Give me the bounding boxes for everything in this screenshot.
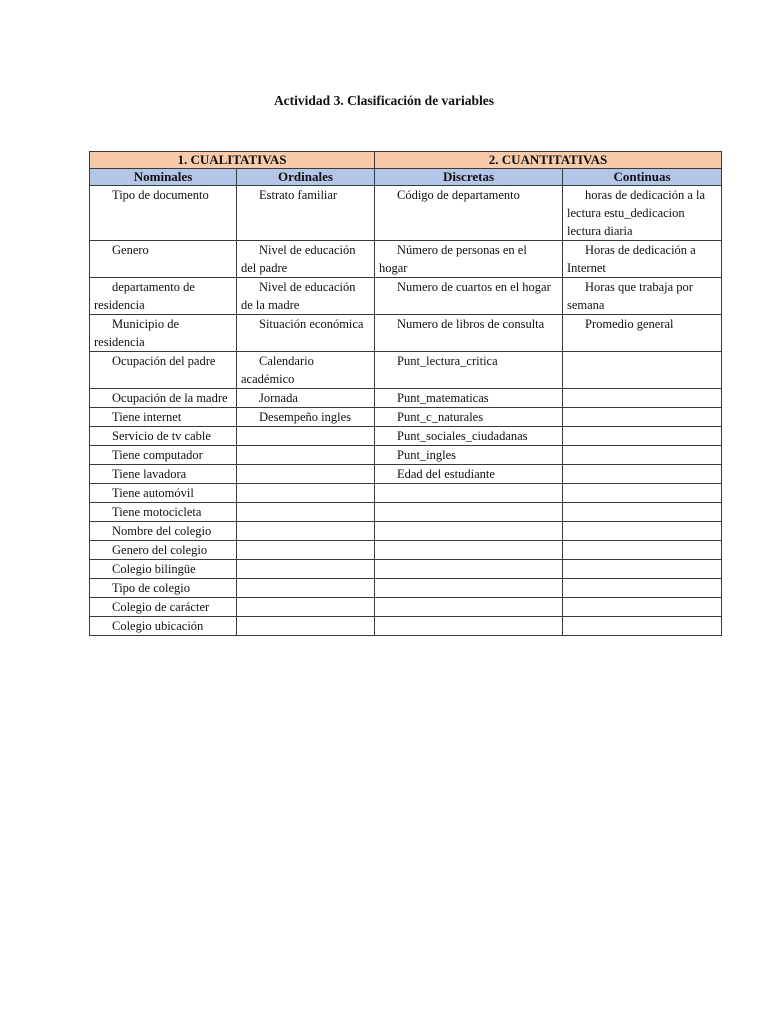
table-row [90, 598, 722, 617]
cell-text: Servicio de tv cable [112, 429, 211, 443]
nominal-cell [90, 315, 237, 352]
cell-text: Tiene lavadora [112, 467, 187, 481]
continuous-cell [563, 541, 722, 560]
cell-text: Nivel de educación del padre [241, 243, 356, 275]
ordinal-cell [237, 427, 375, 446]
discrete-cell [375, 617, 563, 636]
page-title: Actividad 3. Clasificación de variables [273, 93, 495, 108]
discrete-cell [375, 541, 563, 560]
cell-text: Horas de dedicación a Internet [567, 243, 696, 275]
discrete-cell [375, 408, 563, 427]
table-row [90, 579, 722, 598]
table-row [90, 522, 722, 541]
discrete-cell [375, 522, 563, 541]
cell-text: Edad del estudiante [397, 467, 495, 481]
cell-text: Tiene internet [112, 410, 182, 424]
cell-text: Municipio de residencia [94, 317, 180, 349]
table-row [90, 315, 722, 352]
continuous-cell [563, 315, 722, 352]
continuous-cell [563, 503, 722, 522]
continuous-cell [563, 598, 722, 617]
table-row [90, 389, 722, 408]
continuous-cell [563, 408, 722, 427]
ordinal-cell [237, 484, 375, 503]
cell-text: horas de dedicación a la lectura estu_dedicacion lectura diaria [567, 188, 706, 238]
table-row [90, 465, 722, 484]
discrete-cell [375, 186, 563, 241]
discrete-cell [375, 484, 563, 503]
table-row [90, 186, 722, 241]
discrete-cell [375, 503, 563, 522]
ordinal-cell [237, 579, 375, 598]
continuous-cell [563, 389, 722, 408]
discrete-cell [375, 389, 563, 408]
table-row [90, 241, 722, 278]
nominal-cell [90, 522, 237, 541]
cell-text: Colegio ubicación [112, 619, 204, 633]
discrete-cell [375, 465, 563, 484]
table-row [90, 446, 722, 465]
ordinal-cell [237, 186, 375, 241]
subheader-row [90, 169, 722, 186]
ordinal-cell [237, 315, 375, 352]
group-header-cuantitativas: 2. CUANTITATIVAS [375, 152, 722, 169]
column-header-discretas: Discretas [375, 169, 563, 186]
continuous-cell [563, 522, 722, 541]
discrete-cell [375, 598, 563, 617]
cell-text: Promedio general [585, 317, 674, 331]
column-header-continuas: Continuas [563, 169, 722, 186]
cell-text: Punt_c_naturales [397, 410, 484, 424]
table-row [90, 484, 722, 503]
cell-text: Estrato familiar [259, 188, 338, 202]
cell-text: Tiene computador [112, 448, 203, 462]
ordinal-cell [237, 352, 375, 389]
cell-text: Número de personas en el hogar [379, 243, 527, 275]
table-row [90, 352, 722, 389]
nominal-cell [90, 598, 237, 617]
continuous-cell [563, 427, 722, 446]
ordinal-cell [237, 598, 375, 617]
continuous-cell [563, 186, 722, 241]
nominal-cell [90, 579, 237, 598]
nominal-cell [90, 186, 237, 241]
nominal-cell [90, 278, 237, 315]
table-row [90, 541, 722, 560]
variables-table [89, 151, 722, 636]
ordinal-cell [237, 241, 375, 278]
discrete-cell [375, 446, 563, 465]
ordinal-cell [237, 617, 375, 636]
cell-text: Calendario académico [241, 354, 314, 386]
cell-text: Tiene motocicleta [112, 505, 202, 519]
cell-text: Situación económica [259, 317, 364, 331]
discrete-cell [375, 352, 563, 389]
cell-text: Genero del colegio [112, 543, 208, 557]
cell-text: Numero de cuartos en el hogar [397, 280, 551, 294]
cell-text: departamento de residencia [94, 280, 195, 312]
table-row [90, 408, 722, 427]
cell-text: Desempeño ingles [259, 410, 351, 424]
discrete-cell [375, 278, 563, 315]
cell-text: Código de departamento [397, 188, 520, 202]
continuous-cell [563, 560, 722, 579]
group-header-row [90, 152, 722, 169]
ordinal-cell [237, 560, 375, 579]
continuous-cell [563, 484, 722, 503]
nominal-cell [90, 446, 237, 465]
cell-text: Numero de libros de consulta [397, 317, 545, 331]
group-header-cualitativas: 1. CUALITATIVAS [90, 152, 375, 169]
cell-text: Nombre del colegio [112, 524, 212, 538]
ordinal-cell [237, 408, 375, 427]
nominal-cell [90, 465, 237, 484]
ordinal-cell [237, 522, 375, 541]
nominal-cell [90, 408, 237, 427]
column-header-nominales: Nominales [90, 169, 237, 186]
cell-text: Punt_matematicas [397, 391, 489, 405]
cell-text: Genero [112, 243, 149, 257]
discrete-cell [375, 579, 563, 598]
ordinal-cell [237, 503, 375, 522]
discrete-cell [375, 241, 563, 278]
cell-text: Punt_sociales_ciudadanas [397, 429, 528, 443]
cell-text: Punt_ingles [397, 448, 457, 462]
ordinal-cell [237, 389, 375, 408]
ordinal-cell [237, 278, 375, 315]
cell-text: Ocupación del padre [112, 354, 216, 368]
nominal-cell [90, 560, 237, 579]
cell-text: Punt_lectura_critica [397, 354, 498, 368]
nominal-cell [90, 541, 237, 560]
cell-text: Jornada [259, 391, 298, 405]
continuous-cell [563, 579, 722, 598]
continuous-cell [563, 352, 722, 389]
table-row [90, 617, 722, 636]
cell-text: Tipo de documento [112, 188, 209, 202]
nominal-cell [90, 503, 237, 522]
table-row [90, 503, 722, 522]
discrete-cell [375, 560, 563, 579]
column-header-ordinales: Ordinales [237, 169, 375, 186]
cell-text: Colegio bilingüe [112, 562, 196, 576]
cell-text: Tiene automóvil [112, 486, 194, 500]
table-row [90, 560, 722, 579]
continuous-cell [563, 465, 722, 484]
discrete-cell [375, 427, 563, 446]
nominal-cell [90, 484, 237, 503]
continuous-cell [563, 278, 722, 315]
discrete-cell [375, 315, 563, 352]
cell-text: Horas que trabaja por semana [567, 280, 693, 312]
continuous-cell [563, 617, 722, 636]
table-row [90, 427, 722, 446]
cell-text: Ocupación de la madre [112, 391, 228, 405]
ordinal-cell [237, 541, 375, 560]
nominal-cell [90, 241, 237, 278]
table-body [90, 186, 722, 636]
nominal-cell [90, 617, 237, 636]
table-row [90, 278, 722, 315]
nominal-cell [90, 352, 237, 389]
cell-text: Tipo de colegio [112, 581, 191, 595]
ordinal-cell [237, 465, 375, 484]
continuous-cell [563, 241, 722, 278]
ordinal-cell [237, 446, 375, 465]
nominal-cell [90, 389, 237, 408]
cell-text: Nivel de educación de la madre [241, 280, 356, 312]
cell-text: Colegio de carácter [112, 600, 210, 614]
continuous-cell [563, 446, 722, 465]
nominal-cell [90, 427, 237, 446]
